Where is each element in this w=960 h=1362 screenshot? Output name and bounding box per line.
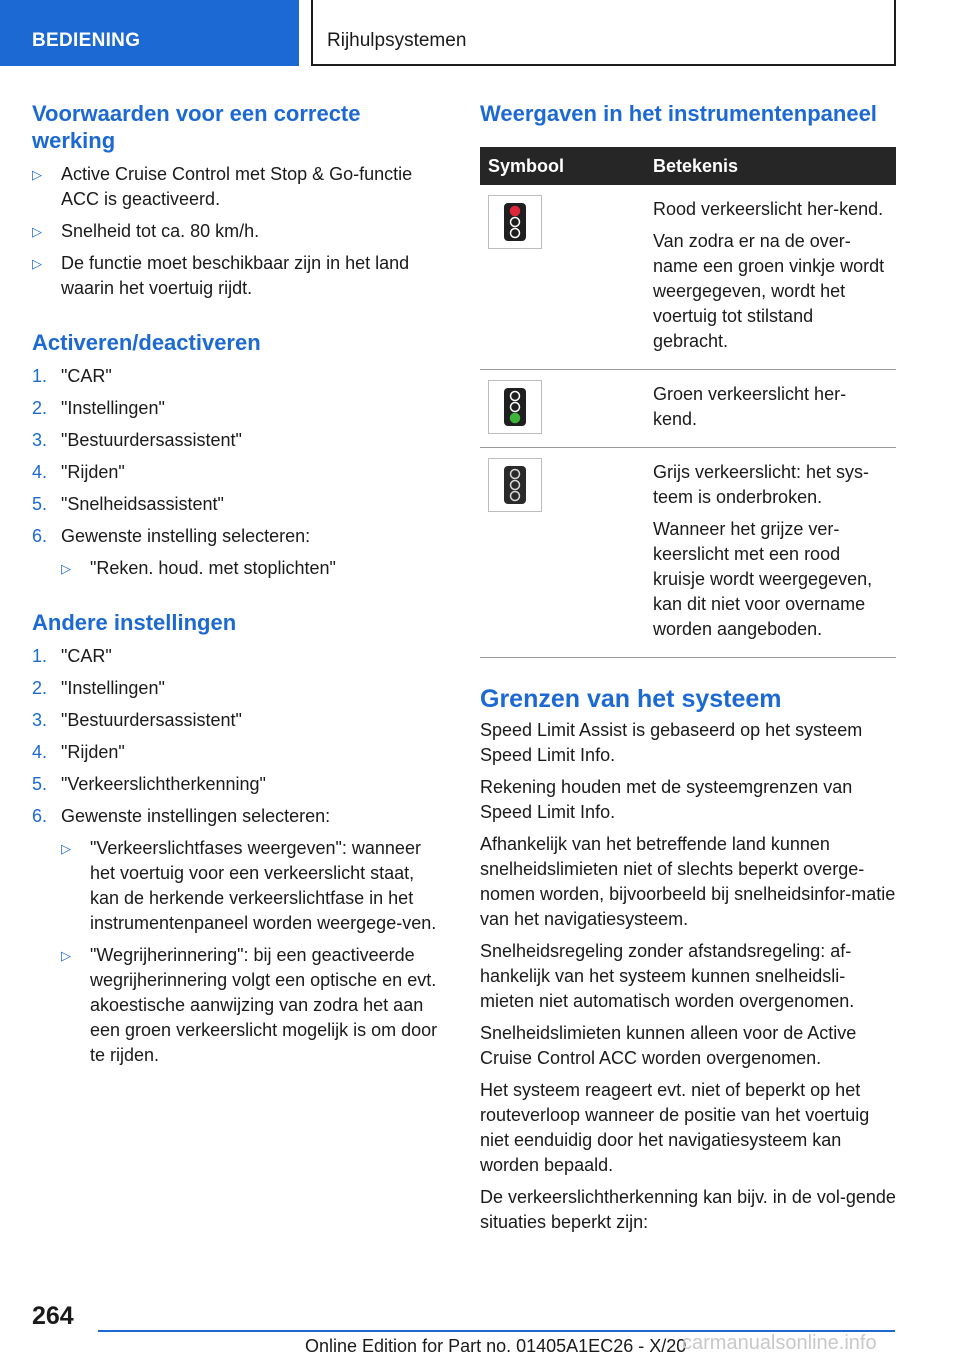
green-traffic-light-icon [488,380,542,434]
paragraph: Speed Limit Assist is gebaseerd op het systeem Speed Limit Info. [480,720,863,765]
list-item: 3. "Bestuurdersassistent" [32,710,242,730]
row-text: Wanneer het grijze ver-keerslicht met een rood kruisje wordt weergegeven, kan dit niet voor overname worden aangeboden. [653,519,873,639]
column-header-symbol: Symbool [480,147,648,185]
other-settings-sub-list [61,836,444,1068]
triangle-bullet-icon: ▷ [61,841,71,856]
table-row [480,185,896,370]
conditions-section [32,100,444,301]
other-settings-section [32,609,444,1068]
list-item: ▷ "Wegrijherinnering": bij een geactiveerde wegrijherinnering volgt een optische en evt. akoestische aanwijzing van zodra het aan een groen verkeerslicht mogelijk is om door te rijden. [61,945,438,1065]
red-traffic-light-icon [488,195,542,249]
activate-sub-list [61,556,444,581]
triangle-bullet-icon: ▷ [61,561,71,576]
table-row [480,370,896,448]
list-item: 6. Gewenste instelling selecteren: ▷ "Reken. houd. met stoplichten" [32,524,444,581]
grey-traffic-light-icon [488,458,542,512]
conditions-list [32,162,444,301]
column-header-meaning: Betekenis [648,147,896,185]
chapter-tab [311,0,896,66]
list-item: 5. "Snelheidsassistent" [32,494,224,514]
limits-section [480,684,896,1235]
left-column [32,100,444,1075]
symbol-table [480,147,896,658]
list-item: 3. "Bestuurdersassistent" [32,430,242,450]
table-row [480,448,896,658]
footer-edition: Online Edition for Part no. 01405A1EC26 - X/20 [305,1336,687,1356]
paragraph: Snelheidsregeling zonder afstandsregeling: af-hankelijk van het systeem kunnen snelheidsli-mieten niet automatisch worden overgenomen. [480,941,855,1011]
list-item: ▷ Snelheid tot ca. 80 km/h. [32,219,444,244]
table-header-row [480,147,896,185]
page-number: 264 [32,1302,74,1330]
row-text: Rood verkeerslicht her-kend. [653,199,884,219]
list-item: ▷ Active Cruise Control met Stop & Go-functie ACC is geactiveerd. [32,164,413,209]
watermark: carmanualsonline.info [682,1332,877,1354]
list-item: 1. "CAR" [32,366,112,386]
row-text: Grijs verkeerslicht: het sys-teem is onderbroken. [653,462,870,507]
list-item: ▷ De functie moet beschikbaar zijn in het land waarin het voertuig rijdt. [32,253,410,298]
other-settings-steps [32,644,444,1068]
list-item: ▷ "Verkeerslichtfases weergeven": wanneer het voertuig voor een verkeerslicht staat, kan de herkende verkeerslichtfase in het instrumentenpaneel worden weergege-ven. [61,838,437,933]
conditions-heading: Voorwaarden voor een correcte werking [32,101,361,153]
paragraph: Snelheidslimieten kunnen alleen voor de Active Cruise Control ACC worden overgenomen. [480,1023,857,1068]
activate-heading: Activeren/deactiveren [32,330,261,355]
triangle-bullet-icon: ▷ [32,256,42,271]
triangle-bullet-icon: ▷ [32,224,42,239]
list-item: 6. Gewenste instellingen selecteren: ▷ "Verkeerslichtfases weergeven": wanneer het voertuig voor een verkeerslicht staat, kan de herkende verkeerslichtfase in het instrumentenpaneel worden weergege-ven. ▷ "Wegrijherinnering": bij een geactiveerde wegrijherinnering volgt een optische en evt. akoestische aanwijzing van zodra het aan een groen verkeerslicht mogelijk is om door te rijden. [32,804,444,1068]
chapter-title: Rijhulpsystemen [327,30,467,51]
list-item: 4. "Rijden" [32,742,125,762]
list-item: ▷ "Reken. houd. met stoplichten" [61,556,444,581]
section-tab [0,0,299,66]
row-text: Groen verkeerslicht her-kend. [653,384,847,429]
activate-section [32,329,444,581]
other-settings-heading: Andere instellingen [32,610,237,635]
section-title: BEDIENING [32,30,141,51]
activate-steps [32,364,444,581]
paragraph: De verkeerslichtherkenning kan bijv. in de vol-gende situaties beperkt zijn: [480,1187,896,1232]
list-item: 4. "Rijden" [32,462,125,482]
paragraph: Het systeem reageert evt. niet of beperkt op het routeverloop wanneer de positie van het voertuig niet eenduidig door het navigatiesysteem kan worden bepaald. [480,1080,870,1175]
limits-heading: Grenzen van het systeem [480,685,782,713]
triangle-bullet-icon: ▷ [61,948,71,963]
row-text: Van zodra er na de over-name een groen vinkje wordt weergegeven, wordt het voertuig tot stilstand gebracht. [653,231,885,351]
display-section [480,100,896,658]
list-item: 5. "Verkeerslichtherkenning" [32,774,266,794]
display-heading: Weergaven in het instrumentenpaneel [480,101,877,126]
right-column [480,100,896,1235]
triangle-bullet-icon: ▷ [32,167,42,182]
list-item: 2. "Instellingen" [32,678,165,698]
list-item: 2. "Instellingen" [32,398,165,418]
paragraph: Afhankelijk van het betreffende land kunnen snelheidslimieten niet of slechts beperkt overge-nomen worden, bijvoorbeeld bij snelheidsinfor-matie van het navigatiesysteem. [480,834,896,929]
list-item: 1. "CAR" [32,646,112,666]
paragraph: Rekening houden met de systeemgrenzen van Speed Limit Info. [480,777,853,822]
